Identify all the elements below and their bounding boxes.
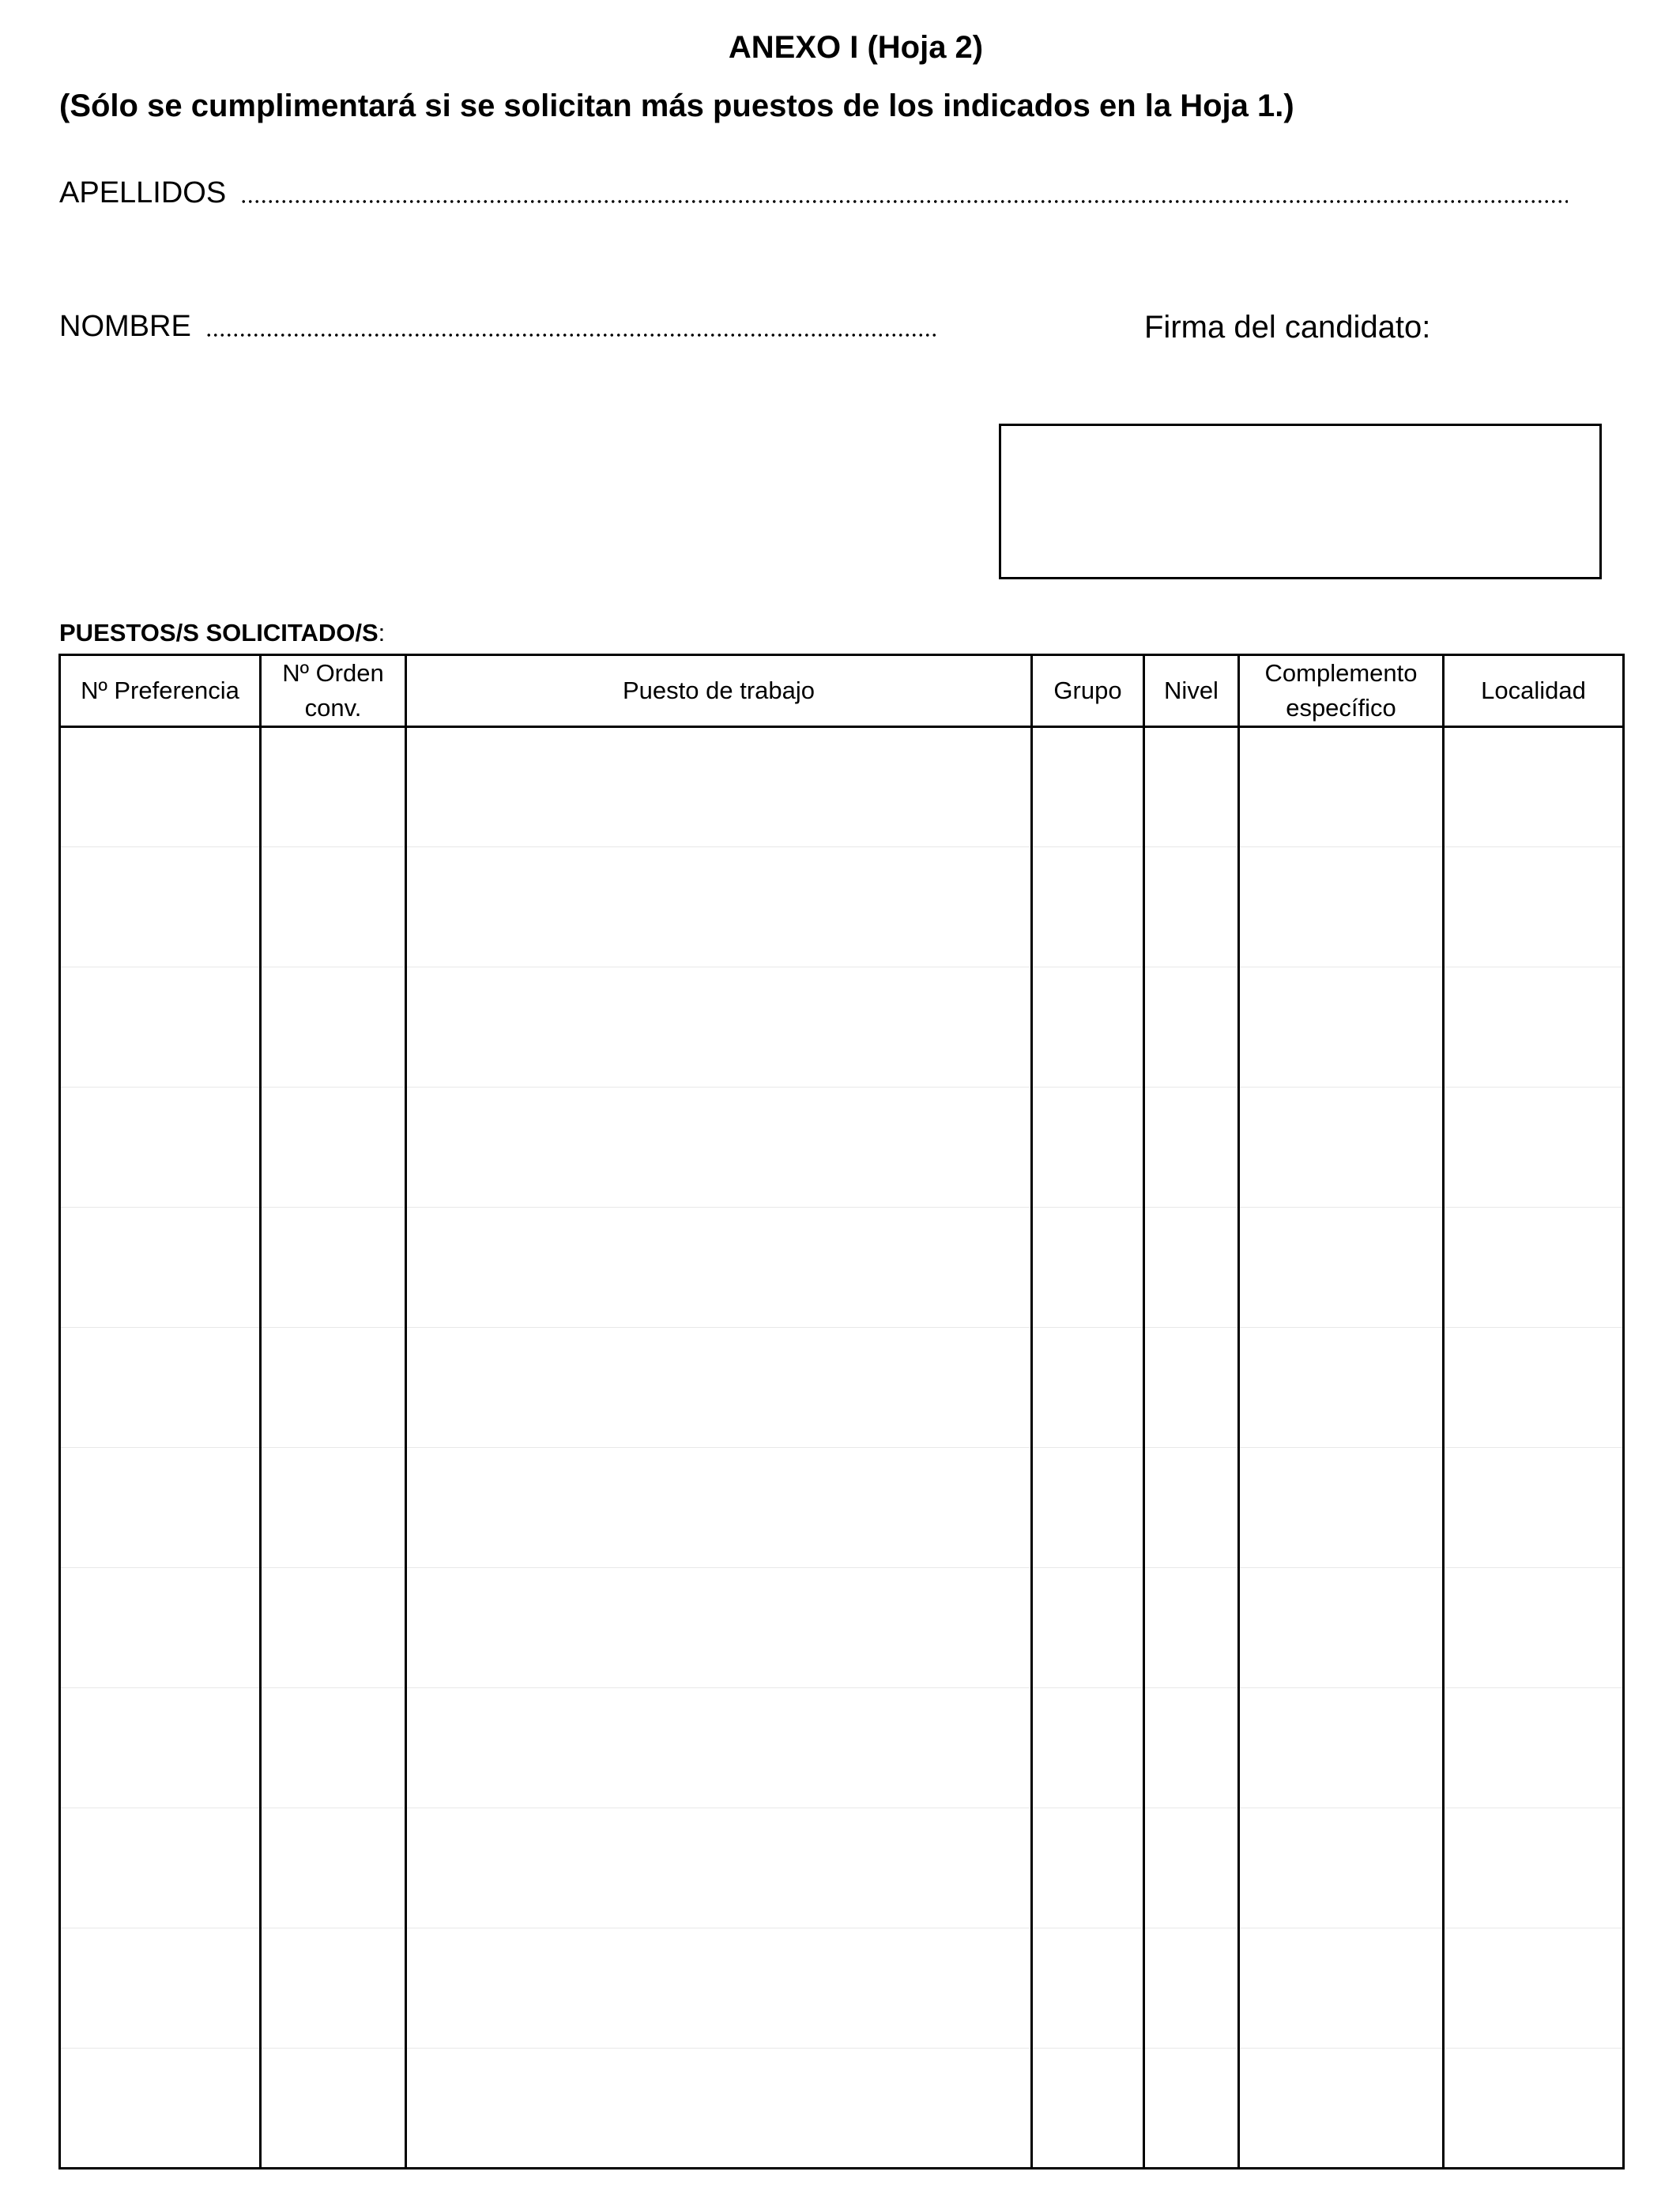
table-cell[interactable] — [1144, 1688, 1239, 1808]
table-cell[interactable] — [1444, 1688, 1624, 1808]
table-cell[interactable] — [1239, 847, 1444, 967]
column-header: Nivel — [1144, 655, 1239, 727]
table-row — [60, 1448, 1624, 1568]
table-row — [60, 1688, 1624, 1808]
table-cell[interactable] — [1144, 1208, 1239, 1328]
column-header: Nº Orden conv. — [261, 655, 406, 727]
nombre-row — [59, 310, 936, 344]
table-cell[interactable] — [1032, 1568, 1144, 1688]
table-cell[interactable] — [60, 1928, 261, 2049]
table-row — [60, 1928, 1624, 2049]
table-row — [60, 847, 1624, 967]
table-cell[interactable] — [1032, 727, 1144, 847]
table-cell[interactable] — [406, 1208, 1032, 1328]
table-cell[interactable] — [1144, 2049, 1239, 2169]
table-cell[interactable] — [1144, 727, 1239, 847]
table-cell[interactable] — [1444, 1928, 1624, 2049]
table-row — [60, 1328, 1624, 1448]
document-subtitle: (Sólo se cumplimentará si se solicitan más puestos de los indicados en la Hoja 1.) — [59, 89, 1294, 123]
table-cell[interactable] — [261, 1448, 406, 1568]
table-cell[interactable] — [1032, 1688, 1144, 1808]
table-cell[interactable] — [60, 967, 261, 1088]
document-title: ANEXO I (Hoja 2) — [728, 30, 984, 65]
table-cell[interactable] — [1032, 1808, 1144, 1928]
table-cell[interactable] — [1032, 1208, 1144, 1328]
table-cell[interactable] — [60, 1208, 261, 1328]
table-cell[interactable] — [1144, 1448, 1239, 1568]
table-cell[interactable] — [261, 2049, 406, 2169]
table-cell[interactable] — [261, 1208, 406, 1328]
table-row — [60, 1808, 1624, 1928]
section-label-text: PUESTOS/S SOLICITADO/S — [59, 619, 379, 647]
table-cell[interactable] — [406, 967, 1032, 1088]
table-cell[interactable] — [1239, 1688, 1444, 1808]
apellidos-row — [59, 176, 1568, 210]
table-cell[interactable] — [1444, 1208, 1624, 1328]
table-cell[interactable] — [60, 1088, 261, 1208]
table-cell[interactable] — [60, 1328, 261, 1448]
column-header: Puesto de trabajo — [406, 655, 1032, 727]
table-cell[interactable] — [1032, 2049, 1144, 2169]
table-cell[interactable] — [60, 1448, 261, 1568]
firma-label: Firma del candidato: — [1144, 310, 1431, 345]
table-cell[interactable] — [1239, 727, 1444, 847]
table-row — [60, 1208, 1624, 1328]
table-cell[interactable] — [406, 1328, 1032, 1448]
table-row — [60, 1568, 1624, 1688]
table-cell[interactable] — [1032, 1328, 1144, 1448]
section-label-colon: : — [378, 619, 386, 647]
table-cell[interactable] — [60, 727, 261, 847]
table-cell[interactable] — [60, 2049, 261, 2169]
table-cell[interactable] — [261, 1808, 406, 1928]
table-cell[interactable] — [261, 967, 406, 1088]
table-cell[interactable] — [60, 1568, 261, 1688]
positions-table — [58, 654, 1625, 2169]
apellidos-field[interactable] — [240, 199, 1568, 204]
table-row — [60, 967, 1624, 1088]
table-cell[interactable] — [60, 1808, 261, 1928]
table-cell[interactable] — [60, 847, 261, 967]
column-header: Grupo — [1032, 655, 1144, 727]
table-cell[interactable] — [1144, 1808, 1239, 1928]
table-row — [60, 727, 1624, 847]
table-cell[interactable] — [1032, 1928, 1144, 2049]
table-cell[interactable] — [1032, 1088, 1144, 1208]
table-cell[interactable] — [1144, 967, 1239, 1088]
table-cell[interactable] — [406, 1808, 1032, 1928]
table-cell[interactable] — [1239, 1088, 1444, 1208]
section-label — [59, 619, 385, 647]
table-cell[interactable] — [1144, 1328, 1239, 1448]
table-header-row — [60, 655, 1624, 727]
table-row — [60, 1088, 1624, 1208]
table-cell[interactable] — [1144, 1568, 1239, 1688]
table-cell[interactable] — [406, 1688, 1032, 1808]
table-cell[interactable] — [1239, 1928, 1444, 2049]
column-header: Localidad — [1444, 655, 1624, 727]
table-cell[interactable] — [406, 2049, 1032, 2169]
table-cell[interactable] — [1239, 1328, 1444, 1448]
column-header: Complemento específico — [1239, 655, 1444, 727]
table-cell[interactable] — [261, 1928, 406, 2049]
table-cell[interactable] — [1444, 727, 1624, 847]
table-cell[interactable] — [406, 1088, 1032, 1208]
table-cell[interactable] — [261, 727, 406, 847]
table-cell[interactable] — [1444, 1808, 1624, 1928]
table-cell[interactable] — [1444, 967, 1624, 1088]
column-header: Nº Preferencia — [60, 655, 261, 727]
table-cell[interactable] — [1032, 1448, 1144, 1568]
table-cell[interactable] — [1444, 1088, 1624, 1208]
table-row — [60, 2049, 1624, 2169]
table-cell[interactable] — [261, 847, 406, 967]
table-cell[interactable] — [261, 1568, 406, 1688]
table-cell[interactable] — [406, 1928, 1032, 2049]
table-cell[interactable] — [1444, 847, 1624, 967]
table-cell[interactable] — [1239, 1568, 1444, 1688]
table-cell[interactable] — [60, 1688, 261, 1808]
table-cell[interactable] — [1444, 2049, 1624, 2169]
table-cell[interactable] — [1239, 1808, 1444, 1928]
table-cell[interactable] — [1444, 1328, 1624, 1448]
table-cell[interactable] — [406, 1448, 1032, 1568]
positions-body — [60, 727, 1624, 2169]
table-cell[interactable] — [1239, 967, 1444, 1088]
table-cell[interactable] — [406, 727, 1032, 847]
apellidos-label: APELLIDOS — [59, 176, 227, 209]
nombre-label: NOMBRE — [59, 310, 191, 343]
table-cell[interactable] — [1032, 847, 1144, 967]
signature-box[interactable] — [999, 424, 1602, 579]
table-cell[interactable] — [1239, 1448, 1444, 1568]
table-cell[interactable] — [1144, 1088, 1239, 1208]
table-cell[interactable] — [261, 1328, 406, 1448]
table-cell[interactable] — [1144, 847, 1239, 967]
table-cell[interactable] — [1239, 1208, 1444, 1328]
nombre-field[interactable] — [205, 333, 936, 337]
table-cell[interactable] — [406, 1568, 1032, 1688]
table-cell[interactable] — [1444, 1448, 1624, 1568]
table-cell[interactable] — [261, 1688, 406, 1808]
table-cell[interactable] — [1144, 1928, 1239, 2049]
table-cell[interactable] — [261, 1088, 406, 1208]
table-cell[interactable] — [406, 847, 1032, 967]
table-cell[interactable] — [1239, 2049, 1444, 2169]
table-cell[interactable] — [1444, 1568, 1624, 1688]
table-cell[interactable] — [1032, 967, 1144, 1088]
